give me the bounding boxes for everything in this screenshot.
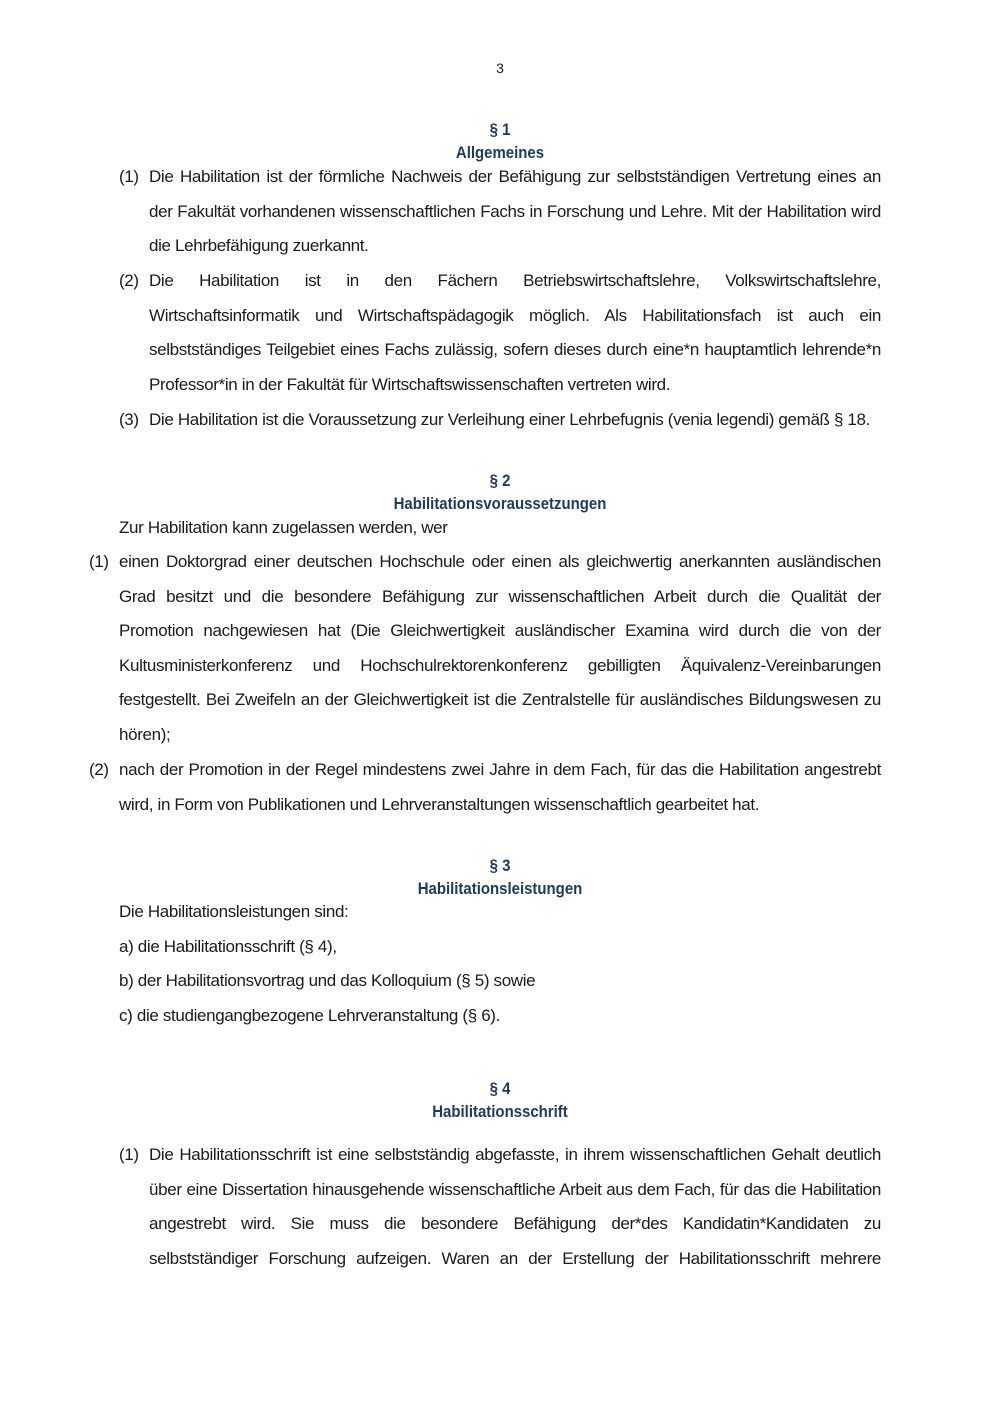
section-2-intro: Zur Habilitation kann zugelassen werden, wer xyxy=(119,518,448,537)
section-2 xyxy=(0,469,1000,515)
section-4-title: Habilitationsschrift xyxy=(432,1102,568,1121)
paragraph-text: nach der Promotion in der Regel mindestens zwei Jahre in dem Fach, für das die Habilitation angestrebt wird, in Form von Publikationen und Lehrveranstaltungen wissenschaftlich gearbeitet hat. xyxy=(119,760,881,814)
section-2-symbol: § 2 xyxy=(489,471,511,490)
section-2-title: Habilitationsvoraussetzungen xyxy=(393,494,607,513)
paragraph-text: Die Habilitationsschrift ist eine selbstständig abgefasste, in ihrem wissenschaftlichen Gehalt deutlich über eine Dissertation hinausgehende wissenschaftliche Arbeit aus dem Fach, für das die Habilitation angestrebt wird. Sie muss die besondere Befähigung der*des Kandidatin*Kandidaten zu selbstständiger Forschung aufzeigen. Waren an der Erstellung der Habilitationsschrift mehrere xyxy=(149,1145,881,1268)
paragraph-number: (2) xyxy=(89,760,109,779)
paragraph-number: (3) xyxy=(119,410,139,429)
section-2-paragraph-2 xyxy=(89,753,881,822)
section-2-paragraph-1 xyxy=(89,545,881,753)
section-3-item-a: a) die Habilitationsschrift (§ 4), xyxy=(119,937,337,956)
section-4-symbol: § 4 xyxy=(489,1079,511,1098)
section-3-item-c: c) die studiengangbezogene Lehrveranstaltung (§ 6). xyxy=(119,1006,500,1025)
section-3-intro: Die Habilitationsleistungen sind: xyxy=(119,902,349,921)
section-1-paragraph-3 xyxy=(119,403,881,438)
section-1-title: Allgemeines xyxy=(455,143,545,162)
section-1-paragraph-1 xyxy=(119,160,881,264)
section-1 xyxy=(0,118,1000,164)
section-3-item-b: b) der Habilitationsvortrag und das Kolloquium (§ 5) sowie xyxy=(119,971,536,990)
section-3 xyxy=(0,854,1000,900)
paragraph-text: Die Habilitation ist der förmliche Nachweis der Befähigung zur selbstständigen Vertretung eines an der Fakultät vorhandenen wissenschaftlichen Fachs in Forschung und Lehre. Mit der Habilitation wird die Lehrbefähigung zuerkannt. xyxy=(149,167,881,256)
paragraph-number: (1) xyxy=(89,552,109,571)
paragraph-text: Die Habilitation ist in den Fächern Betriebswirtschaftslehre, Volkswirtschaftslehre, Wirtschaftsinformatik und Wirtschaftspädagogik möglich. Als Habilitationsfach ist auch ein selbstständiges Teilgebiet eines Fachs zulässig, sofern dieses durch eine*n hauptamtlich lehrende*n Professor*in in der Fakultät für Wirtschaftswissenschaften vertreten wird. xyxy=(149,271,881,394)
paragraph-number: (1) xyxy=(119,1145,139,1164)
paragraph-number: (1) xyxy=(119,167,139,186)
section-1-paragraph-2 xyxy=(119,264,881,402)
page-number: 3 xyxy=(496,60,504,76)
paragraph-text: einen Doktorgrad einer deutschen Hochschule oder einen als gleichwertig anerkannten ausländischen Grad besitzt und die besondere Befähigung zur wissenschaftlichen Arbeit durch die Qualität der Promotion nachgewiesen hat (Die Gleichwertigkeit ausländischer Examina wird durch die von der Kultusministerkonferenz und Hochschulrektorenkonferenz gebilligten Äquivalenz-Vereinbarungen festgestellt. Bei Zweifeln an der Gleichwertigkeit ist die Zentralstelle für ausländisches Bildungswesen zu hören); xyxy=(119,552,881,744)
section-4-paragraph-1 xyxy=(119,1138,881,1276)
section-3-symbol: § 3 xyxy=(489,856,511,875)
section-3-title: Habilitationsleistungen xyxy=(417,879,583,898)
section-4 xyxy=(0,1077,1000,1123)
section-1-symbol: § 1 xyxy=(489,120,511,139)
paragraph-number: (2) xyxy=(119,271,139,290)
paragraph-text: Die Habilitation ist die Voraussetzung zur Verleihung einer Lehrbefugnis (venia legendi) gemäß § 18. xyxy=(149,410,871,429)
